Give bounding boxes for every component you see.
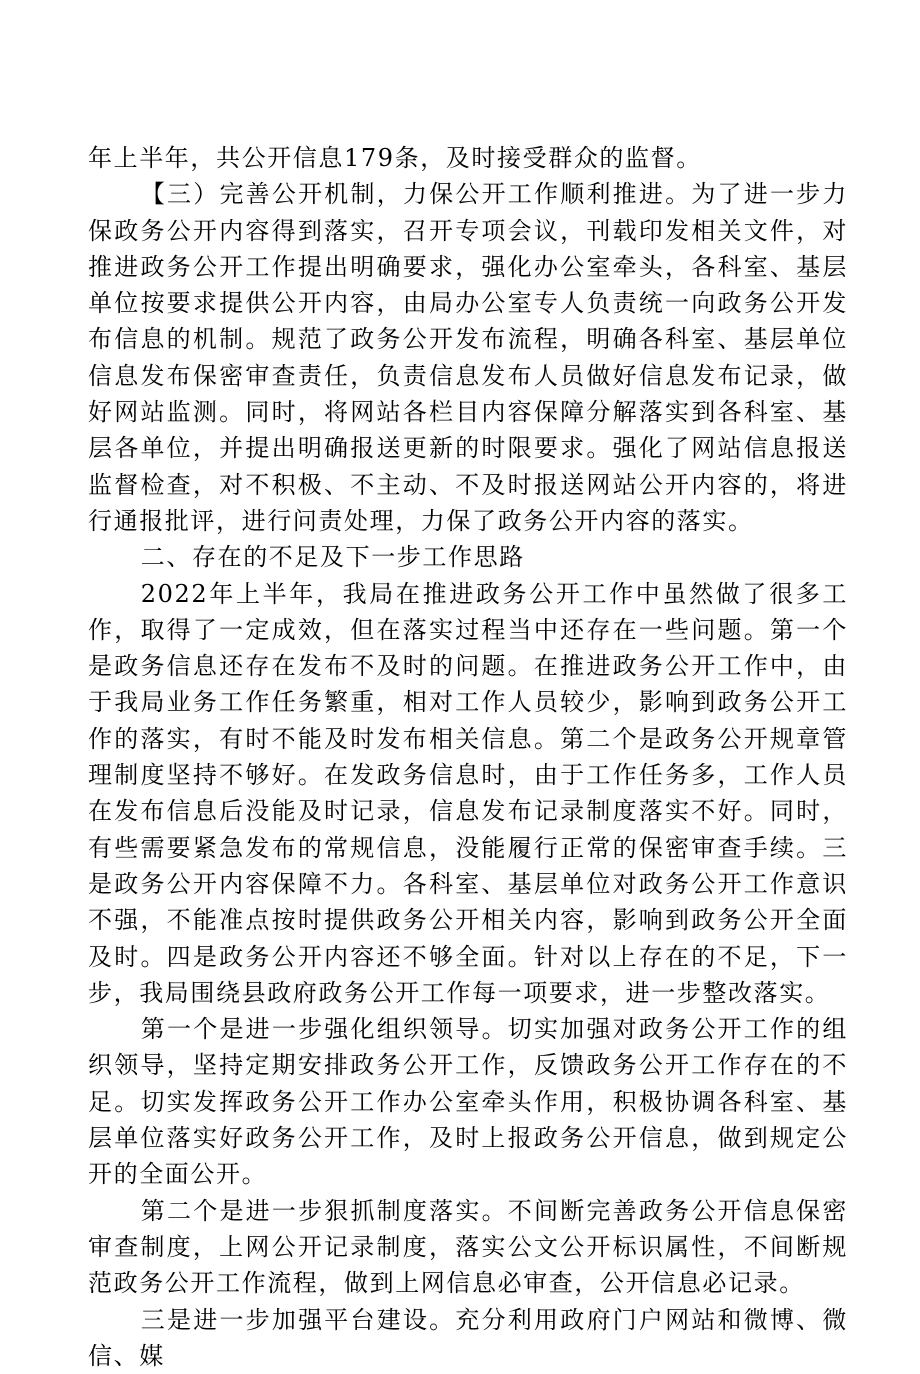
section-heading-shortcomings: 二、存在的不足及下一步工作思路	[88, 539, 848, 575]
paragraph-system-implementation: 第二个是进一步狠抓制度落实。不间断完善政务公开信息保密审查制度，上网公开记录制度，落实公文公开标识属性，不间断规范政务公开工作流程，做到上网信息必审查，公开信息必记录。	[88, 1193, 848, 1302]
paragraph-improve-mechanism: 【三）完善公开机制，力保公开工作顺利推进。为了进一步力保政务公开内容得到落实，召开专项会议，刊载印发相关文件，对推进政务公开工作提出明确要求，强化办公室牵头，各科室、基层单位按要求提供公开内容，由局办公室专人负责统一向政务公开发布信息的机制。规范了政务公开发布流程，明确各科室、基层单位信息发布保密审查责任，负责信息发布人员做好信息发布记录，做好网站监测。同时，将网站各栏目内容保障分解落实到各科室、基层各单位，并提出明确报送更新的时限要求。强化了网站信息报送监督检查，对不积极、不主动、不及时报送网站公开内容的，将进行通报批评，进行问责处理，力保了政务公开内容的落实。	[88, 176, 848, 539]
paragraph-problems: 2022年上半年，我局在推进政务公开工作中虽然做了很多工作，取得了一定成效，但在落实过程当中还存在一些问题。第一个是政务信息还存在发布不及时的问题。在推进政务公开工作中，由于我局业务工作任务繁重，相对工作人员较少，影响到政务公开工作的落实，有时不能及时发布相关信息。第二个是政务公开规章管理制度坚持不够好。在发政务信息时，由于工作任务多，工作人员在发布信息后没能及时记录，信息发布记录制度落实不好。同时，有些需要紧急发布的常规信息，没能履行正常的保密审查手续。三是政务公开内容保障不力。各科室、基层单位对政务公开工作意识不强，不能准点按时提供政务公开相关内容，影响到政务公开全面及时。四是政务公开内容还不够全面。针对以上存在的不足，下一步，我局围绕县政府政务公开工作每一项要求，进一步整改落实。	[88, 576, 848, 1012]
paragraph-continuation: 年上半年，共公开信息179条，及时接受群众的监督。	[88, 140, 848, 176]
paragraph-platform-construction: 三是进一步加强平台建设。充分利用政府门户网站和微博、微信、媒	[88, 1302, 848, 1374]
document-page	[88, 140, 848, 1374]
paragraph-organization-leadership: 第一个是进一步强化组织领导。切实加强对政务公开工作的组织领导，坚持定期安排政务公开工作，反馈政务公开工作存在的不足。切实发挥政务公开工作办公室牵头作用，积极协调各科室、基层单位落实好政务公开工作，及时上报政务公开信息，做到规定公开的全面公开。	[88, 1011, 848, 1192]
